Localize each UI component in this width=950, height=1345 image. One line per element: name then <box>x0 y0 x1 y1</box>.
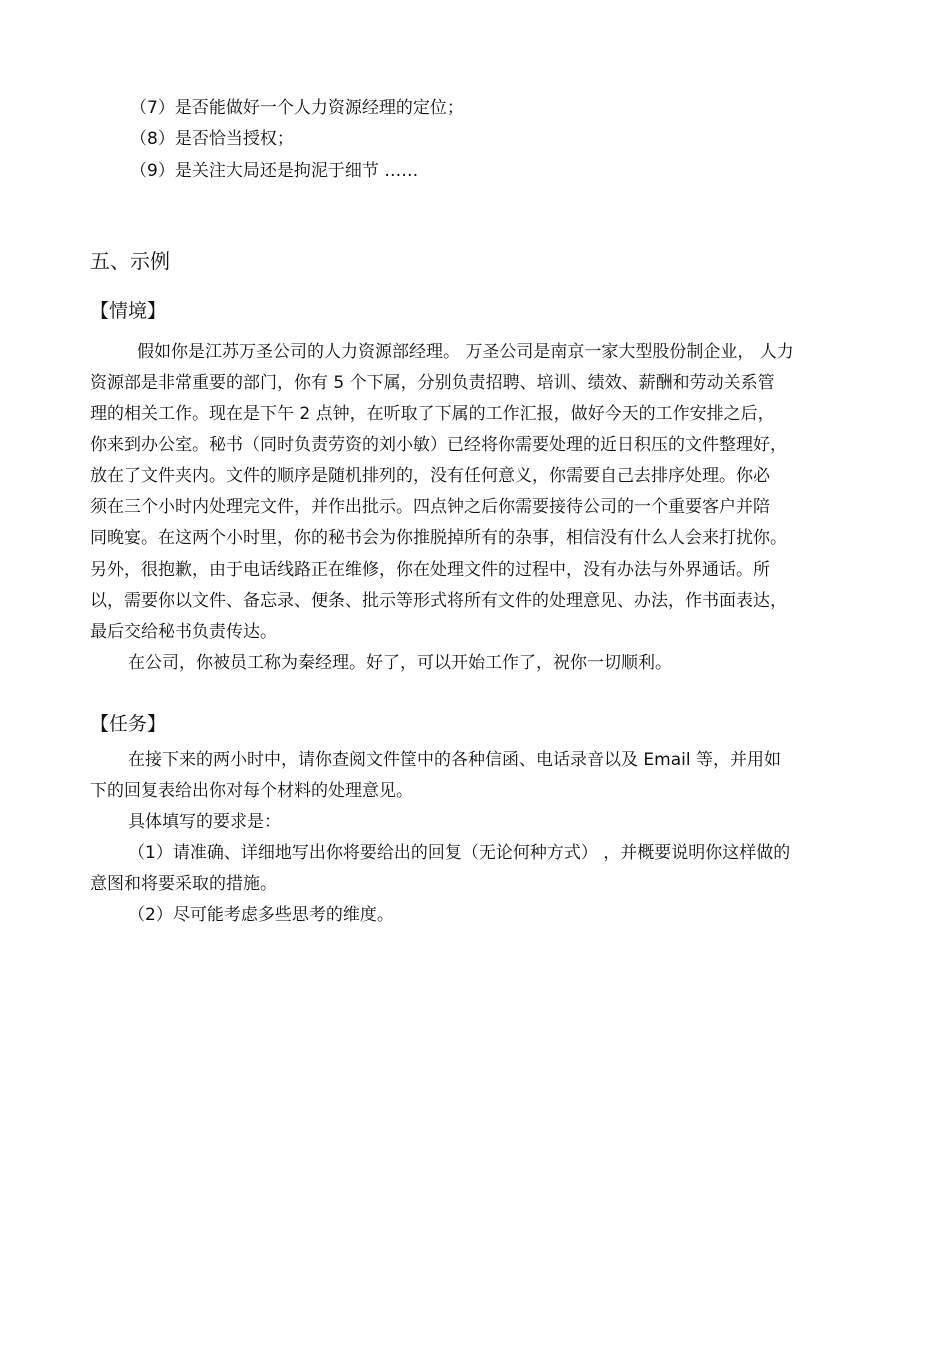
situation-line: 最后交给秘书负责传达。 <box>90 622 277 642</box>
task-heading: 【任务】 <box>90 713 167 735</box>
situation-line: 在公司，你被员工称为秦经理。好了，可以开始工作了，祝你一切顺利。 <box>128 653 672 673</box>
list-item-7: （7）是否能做好一个人力资源经理的定位； <box>130 98 464 118</box>
list-item-8: （8）是否恰当授权； <box>130 129 294 149</box>
task-line: 在接下来的两小时中，请你查阅文件筐中的各种信函、电话录音以及 Email 等，并用如 <box>128 750 781 770</box>
situation-heading: 【情境】 <box>90 300 167 322</box>
situation-line: 须在三个小时内处理完文件，并作出批示。四点钟之后你需要接待公司的一个重要客户并陪 <box>90 497 770 517</box>
task-line: （2）尽可能考虑多些思考的维度。 <box>128 905 394 925</box>
task-line: 下的回复表给出你对每个材料的处理意见。 <box>90 781 413 801</box>
situation-line: 另外，很抱歉，由于电话线路正在维修，你在处理文件的过程中，没有办法与外界通话。所 <box>90 560 770 580</box>
section-title: 五、示例 <box>90 249 170 273</box>
situation-line: 同晚宴。在这两个小时里，你的秘书会为你推脱掉所有的杂事，相信没有什么人会来打扰你。 <box>90 528 787 548</box>
situation-line: 放在了文件夹内。文件的顺序是随机排列的，没有任何意义，你需要自己去排序处理。你必 <box>90 466 770 486</box>
task-line: 意图和将要采取的措施。 <box>90 874 277 894</box>
situation-line: 理的相关工作。现在是下午 2 点钟，在听取了下属的工作汇报，做好今天的工作安排之后， <box>90 404 775 424</box>
task-line: 具体填写的要求是： <box>128 812 281 832</box>
situation-line: 你来到办公室。秘书（同时负责劳资的刘小敏）已经将你需要处理的近日积压的文件整理好， <box>90 435 787 455</box>
task-line: （1）请准确、详细地写出你将要给出的回复（无论何种方式） ，并概要说明你这样做的 <box>128 843 791 863</box>
list-item-9: （9）是关注大局还是拘泥于细节 …… <box>130 161 419 181</box>
situation-line: 假如你是江苏万圣公司的人力资源部经理。 万圣公司是南京一家大型股份制企业， 人力 <box>137 342 794 362</box>
situation-line: 资源部是非常重要的部门，你有 5 个下属，分别负责招聘、培训、绩效、薪酬和劳动关系管 <box>90 373 775 393</box>
situation-line: 以，需要你以文件、备忘录、便条、批示等形式将所有文件的处理意见、办法，作书面表达， <box>90 591 787 611</box>
